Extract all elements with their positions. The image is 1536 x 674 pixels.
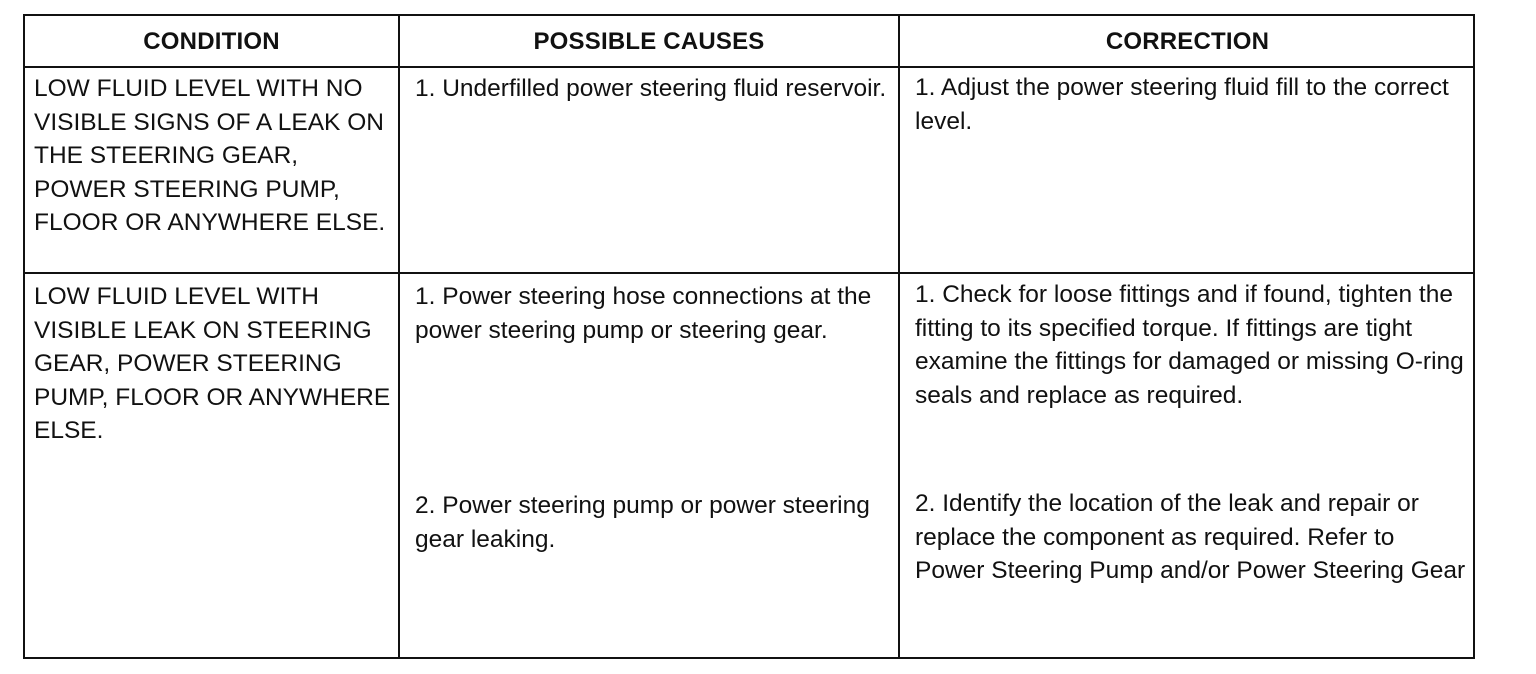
row2-cause-1: 1. Power steering hose connections at the power steering pump or steering gear. <box>415 283 872 344</box>
column-divider <box>898 16 900 657</box>
header-condition: CONDITION <box>143 28 280 55</box>
header-possible-causes: POSSIBLE CAUSES <box>533 28 765 55</box>
row1-correction-1: 1. Adjust the power steering fluid fill to the correct level. <box>915 74 1449 135</box>
diagnosis-table <box>23 14 1475 659</box>
row1-cause-1: 1. Underfilled power steering fluid reservoir. <box>415 75 887 102</box>
row-divider <box>25 272 1473 274</box>
row2-cause-2: 2. Power steering pump or power steering gear leaking. <box>415 492 870 553</box>
row2-correction-1: 1. Check for loose fittings and if found, tighten the fitting to its specified torque. If fittings are tight examine the fittings for damaged or missing O-ring seals and replace as required. <box>915 281 1464 409</box>
row2-condition: LOW FLUID LEVEL WITH VISIBLE LEAK ON STEERING GEAR, POWER STEERING PUMP, FLOOR OR ANYWHERE ELSE. <box>34 283 391 444</box>
row2-correction-2: 2. Identify the location of the leak and repair or replace the component as required. Refer to Power Steering Pump and/or Power Steering Gear <box>915 490 1466 584</box>
row1-condition: LOW FLUID LEVEL WITH NO VISIBLE SIGNS OF A LEAK ON THE STEERING GEAR, POWER STEERING PUMP, FLOOR OR ANYWHERE ELSE. <box>34 75 386 236</box>
column-divider <box>398 16 400 657</box>
header-correction: CORRECTION <box>1105 28 1270 55</box>
